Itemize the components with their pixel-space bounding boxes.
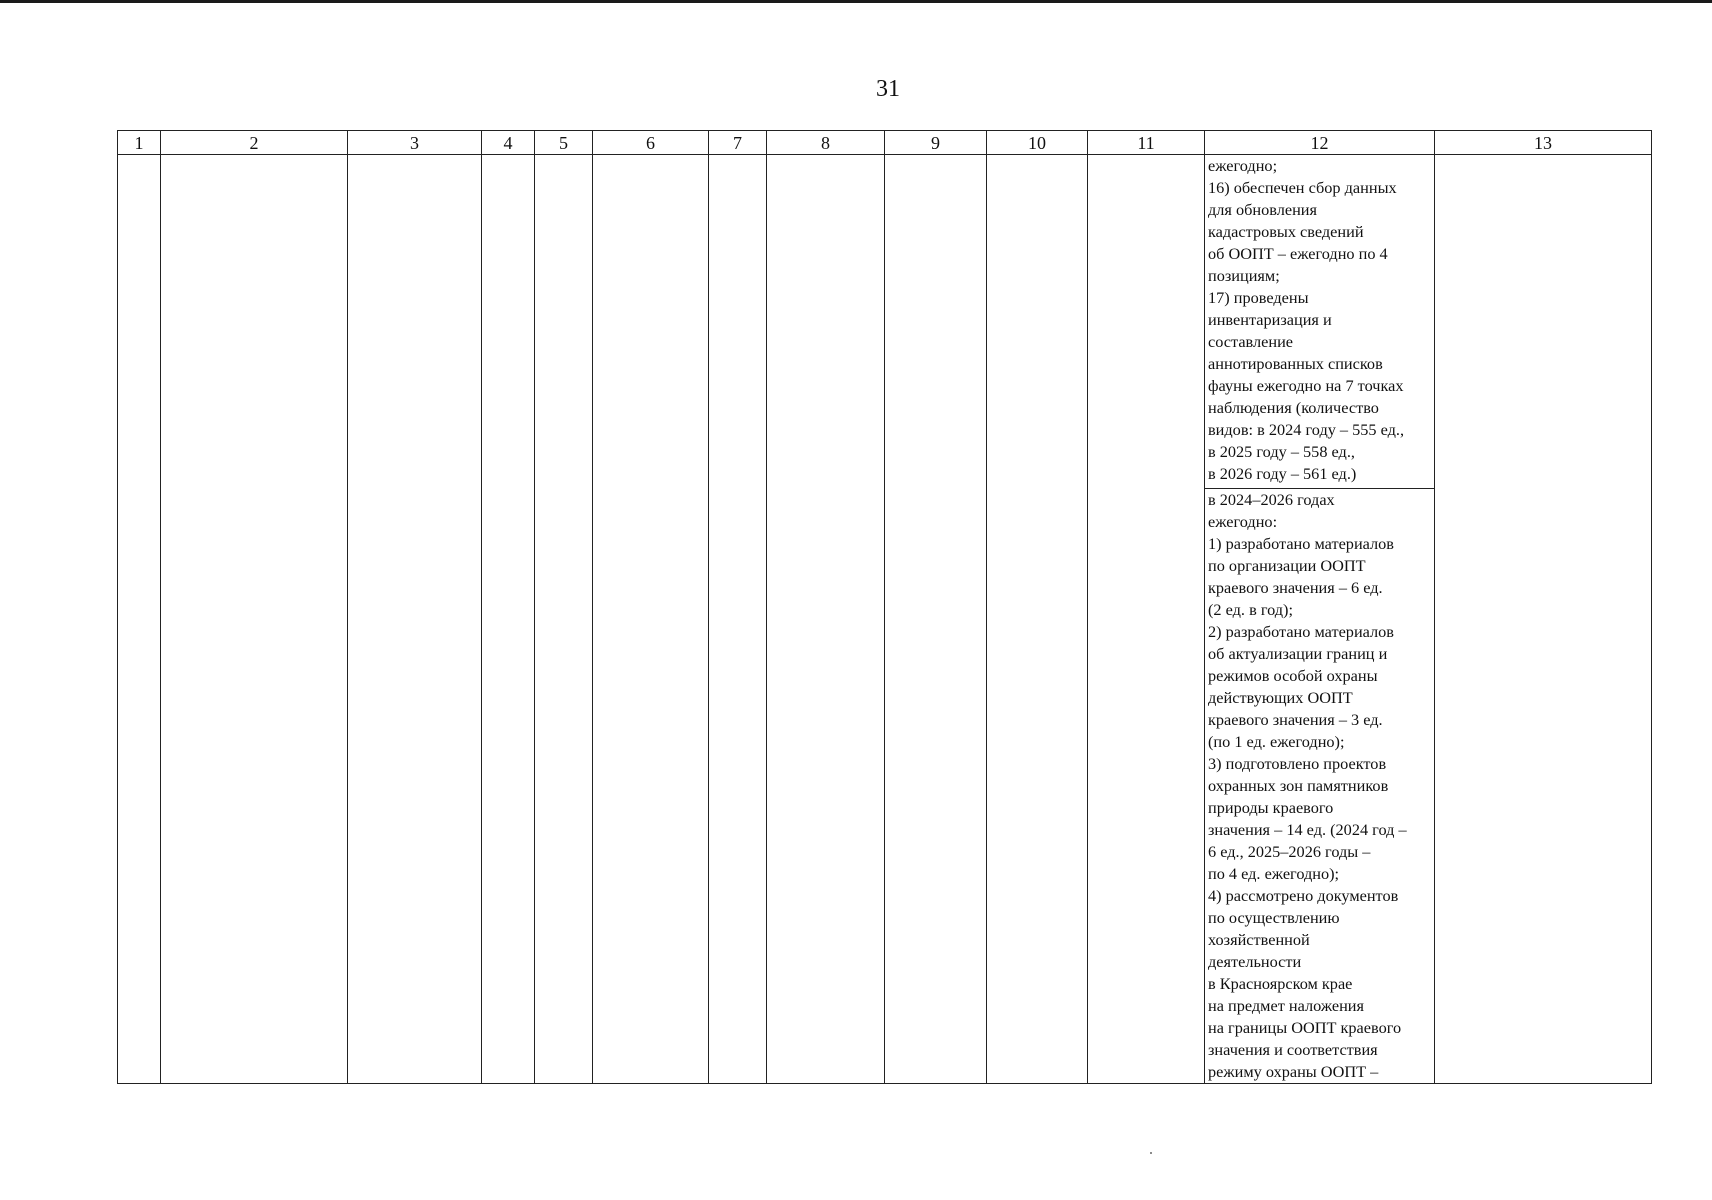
column-header-13: 13	[1435, 131, 1652, 155]
text-line: действующих ООПТ	[1208, 688, 1353, 707]
cell-col-11	[1088, 155, 1205, 1084]
scan-speck	[1150, 1152, 1152, 1154]
text-line: наблюдения (количество	[1208, 398, 1379, 417]
text-line: хозяйственной	[1208, 930, 1310, 949]
cell-col-8	[767, 155, 885, 1084]
text-line: режиму охраны ООПТ –	[1208, 1062, 1379, 1081]
cell-col-4	[482, 155, 535, 1084]
text-line: кадастровых сведений	[1208, 222, 1364, 241]
column-header-3: 3	[348, 131, 482, 155]
text-line: 16) обеспечен сбор данных	[1208, 178, 1397, 197]
text-line: 6 ед., 2025–2026 годы –	[1208, 842, 1371, 861]
text-line: по организации ООПТ	[1208, 556, 1366, 575]
column-header-11: 11	[1088, 131, 1205, 155]
column-header-2: 2	[161, 131, 348, 155]
cell-col-5	[535, 155, 593, 1084]
text-line: 2) разработано материалов	[1208, 622, 1394, 641]
text-line: охранных зон памятников	[1208, 776, 1389, 795]
text-line: в 2025 году – 558 ед.,	[1208, 442, 1355, 461]
text-line: ежегодно:	[1208, 512, 1278, 531]
table-row	[118, 155, 1652, 1084]
text-line: 3) подготовлено проектов	[1208, 754, 1387, 773]
text-line: составление	[1208, 332, 1294, 351]
text-line: (2 ед. в год);	[1208, 600, 1293, 619]
text-line: значения – 14 ед. (2024 год –	[1208, 820, 1407, 839]
column-header-6: 6	[593, 131, 709, 155]
data-table	[117, 130, 1652, 1084]
column-header-9: 9	[885, 131, 987, 155]
text-line: в Красноярском крае	[1208, 974, 1353, 993]
scan-top-edge	[0, 0, 1712, 3]
text-line: ежегодно;	[1208, 156, 1278, 175]
column-header-1: 1	[118, 131, 161, 155]
page-number: 31	[876, 76, 900, 102]
column-header-10: 10	[987, 131, 1088, 155]
header-row	[118, 131, 1652, 155]
text-line: об ООПТ – ежегодно по 4	[1208, 244, 1388, 263]
text-line: видов: в 2024 году – 555 ед.,	[1208, 420, 1405, 439]
cell-col-3	[348, 155, 482, 1084]
text-line: в 2026 году – 561 ед.)	[1208, 464, 1357, 483]
text-line: значения и соответствия	[1208, 1040, 1378, 1059]
text-line: природы краевого	[1208, 798, 1334, 817]
text-line: для обновления	[1208, 200, 1317, 219]
text-line: 4) рассмотрено документов	[1208, 886, 1399, 905]
column-header-12: 12	[1205, 131, 1435, 155]
cell-col-2	[161, 155, 348, 1084]
cell-col-10	[987, 155, 1088, 1084]
cell-col-12	[1205, 155, 1435, 1084]
col12-results-block-2	[1205, 489, 1434, 1083]
column-header-7: 7	[709, 131, 767, 155]
column-header-4: 4	[482, 131, 535, 155]
text-line: инвентаризация и	[1208, 310, 1332, 329]
text-line: в 2024–2026 годах	[1208, 490, 1335, 509]
column-header-8: 8	[767, 131, 885, 155]
text-line: 1) разработано материалов	[1208, 534, 1394, 553]
text-line: по осуществлению	[1208, 908, 1340, 927]
cell-col-7	[709, 155, 767, 1084]
text-line: краевого значения – 6 ед.	[1208, 578, 1383, 597]
text-line: краевого значения – 3 ед.	[1208, 710, 1383, 729]
text-line: аннотированных списков	[1208, 354, 1383, 373]
cell-col-13	[1435, 155, 1652, 1084]
text-line: (по 1 ед. ежегодно);	[1208, 732, 1345, 751]
text-line: режимов особой охраны	[1208, 666, 1378, 685]
text-line: фауны ежегодно на 7 точках	[1208, 376, 1404, 395]
col12-results-block-1	[1205, 155, 1434, 489]
cell-col-1	[118, 155, 161, 1084]
text-line: на границы ООПТ краевого	[1208, 1018, 1402, 1037]
column-header-5: 5	[535, 131, 593, 155]
text-line: позициям;	[1208, 266, 1280, 285]
text-line: деятельности	[1208, 952, 1302, 971]
cell-col-9	[885, 155, 987, 1084]
text-line: 17) проведены	[1208, 288, 1309, 307]
text-line: по 4 ед. ежегодно);	[1208, 864, 1340, 883]
cell-col-6	[593, 155, 709, 1084]
text-line: об актуализации границ и	[1208, 644, 1388, 663]
text-line: на предмет наложения	[1208, 996, 1364, 1015]
